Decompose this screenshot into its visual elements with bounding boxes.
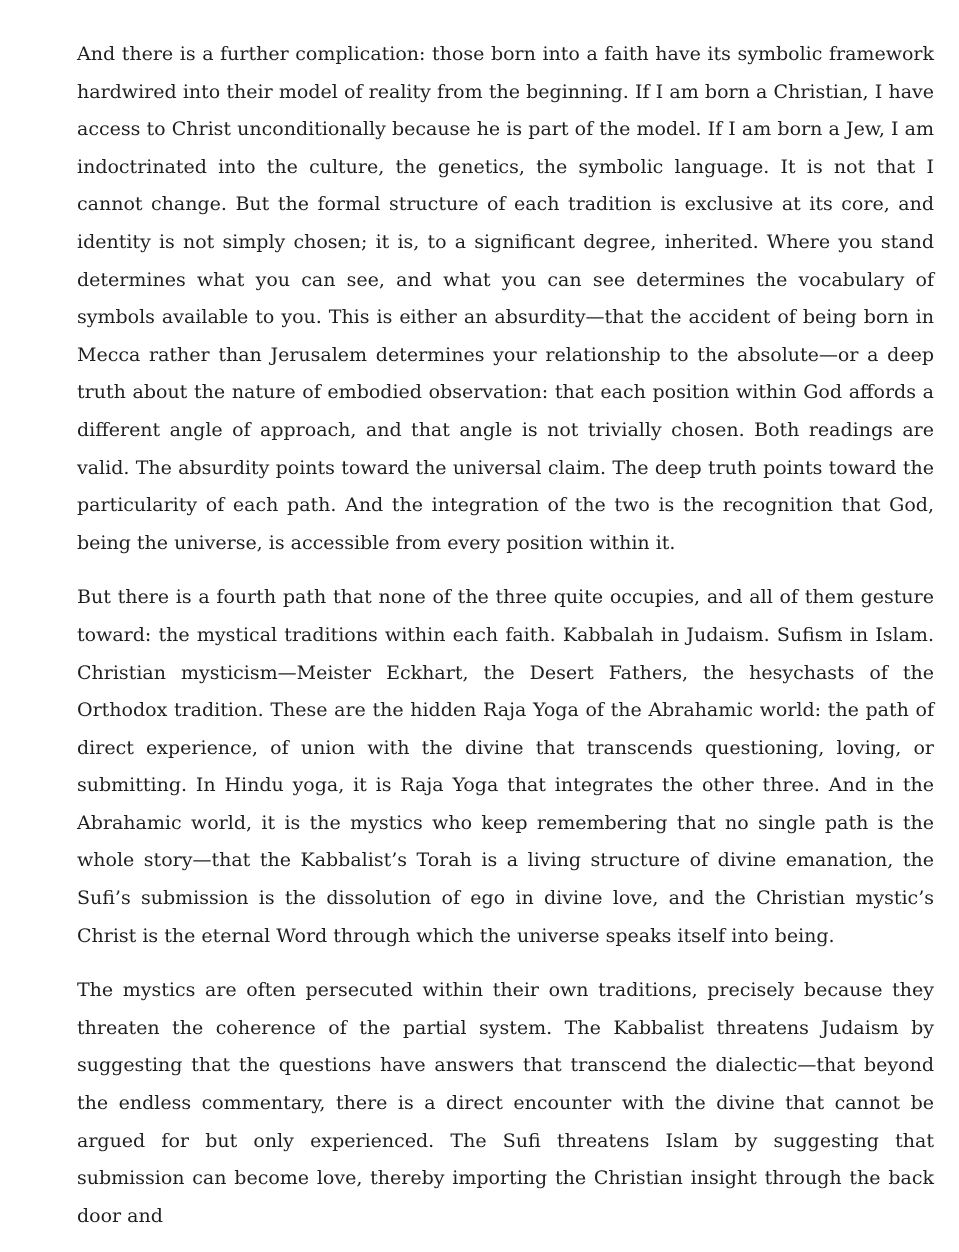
paragraph-fourth-path: But there is a fourth path that none of the three quite occupies, and all of them gesture toward: the mystical traditions within each faith. Kabbalah in Judaism. Sufism in Islam. Christian mysticism—Meister Eckhart, the Desert Fathers, the hesychasts of the Orthodox tradition. These are the hidden Raja Yoga of the Abrahamic world: the path of direct experience, of union with the divine that transcends questioning, loving, or submitting. In Hindu yoga, it is Raja Yoga that integrates the other three. And in the Abrahamic world, it is the mystics who keep remembering that no single path is the whole story—that the Kabbalist’s Torah is a living structure of divine emanation, the Sufi’s submission is the dissolution of ego in divine love, and the Christian mystic’s Christ is the eternal Word through which the universe speaks itself into being. bbox=[77, 586, 934, 947]
paragraph-birth-and-faith: And there is a further complication: those born into a faith have its symbolic framework hardwired into their model of reality from the beginning. If I am born a Christian, I have access to Christ unconditionally because he is part of the model. If I am born a Jew, I am indoctrinated into the culture, the genetics, the symbolic language. It is not that I cannot change. But the formal structure of each tradition is exclusive at its core, and identity is not simply chosen; it is, to a significant degree, inherited. Where you stand determines what you can see, and what you can see determines the vocabulary of symbols available to you. This is either an absurdity—that the accident of being born in Mecca rather than Jerusalem determines your relationship to the absolute—or a deep truth about the nature of embodied observation: that each position within God affords a different angle of approach, and that angle is not trivially chosen. Both readings are valid. The absurdity points toward the universal claim. The deep truth points toward the particularity of each path. And the integration of the two is the recognition that God, being the universe, is accessible from every position within it. bbox=[77, 43, 934, 554]
paragraph-mystics-persecuted: The mystics are often persecuted within their own traditions, precisely because they threaten the coherence of the partial system. The Kabbalist threatens Judaism by suggesting that the questions have answers that transcend the dialectic—that beyond the endless commentary, there is a direct encounter with the divine that cannot be argued for but only experienced. The Sufi threatens Islam by suggesting that submission can become love, thereby importing the Christian insight through the back door and bbox=[77, 979, 934, 1227]
document-body bbox=[77, 36, 934, 1252]
